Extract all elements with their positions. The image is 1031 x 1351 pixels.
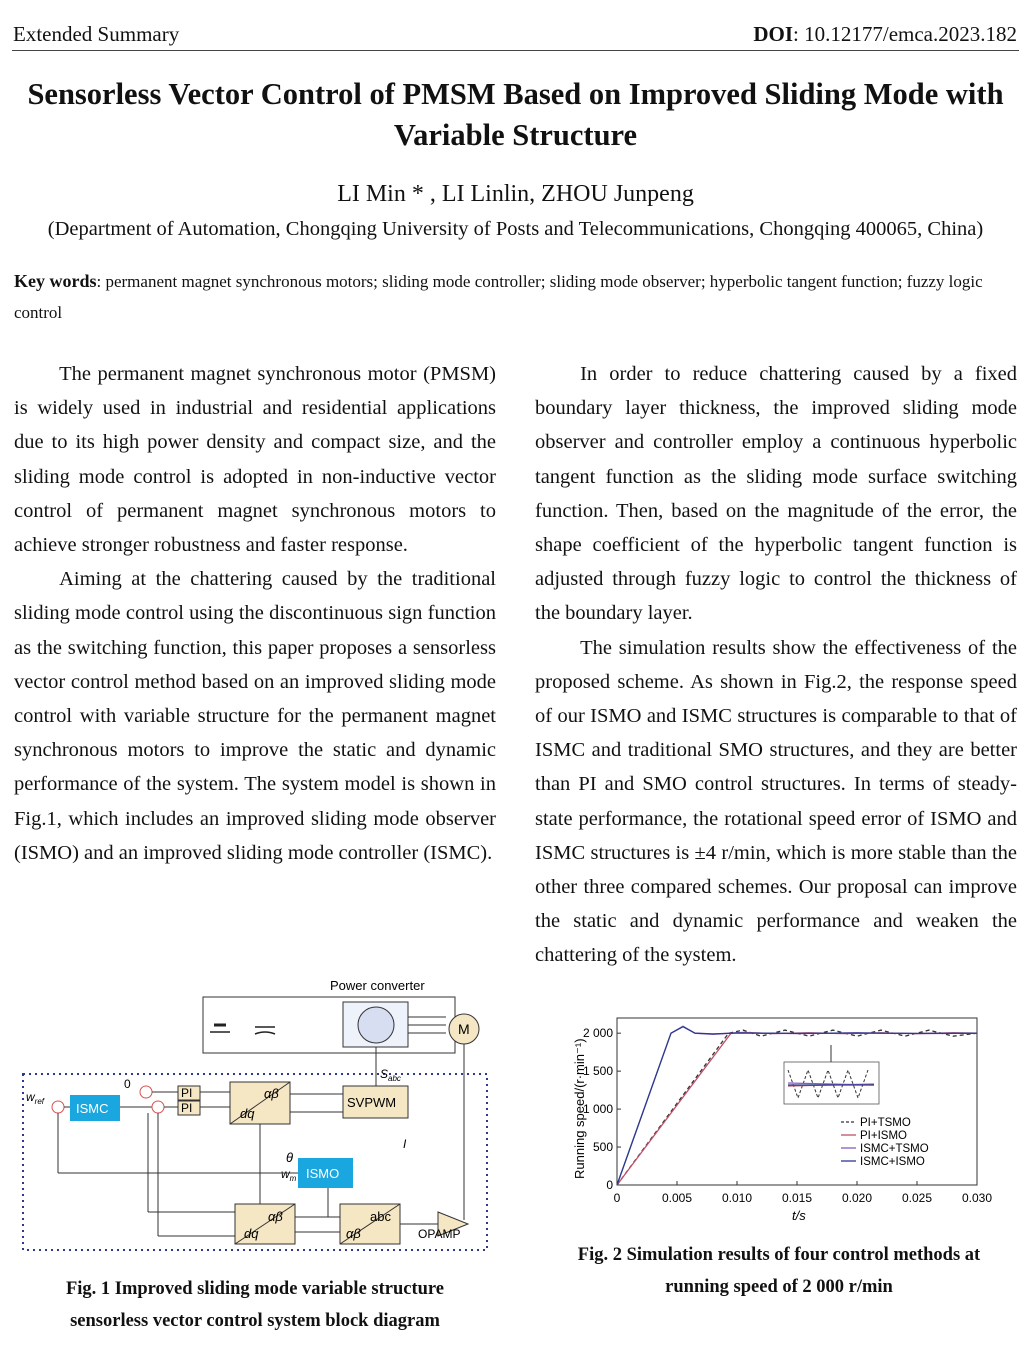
fig2-caption	[540, 1239, 1018, 1303]
abc-label: abc	[370, 1209, 391, 1224]
title-line-1: Sensorless Vector Control of PMSM Based on Improved Sliding Mode with	[27, 77, 1004, 111]
paragraph: The permanent magnet synchronous motor (PMSM) is widely used in industrial and residential applications due to its high power density and compact size, and the sliding mode control is adopted in non-inductive vector control of permanent magnet synchronous motors to achieve stronger robustness and faster response.	[14, 363, 496, 557]
x-tick-label: 0.025	[901, 1191, 933, 1205]
title-line-2: Variable Structure	[393, 118, 638, 152]
y-tick-label: 2 000	[582, 1026, 613, 1041]
mosfet-icon	[358, 1007, 394, 1043]
w-m-symbol: w	[281, 1167, 290, 1181]
x-tick-label: 0.005	[661, 1191, 693, 1205]
paper-title	[10, 74, 1021, 156]
fig1-caption-line-2: sensorless vector control system block diagram	[70, 1311, 440, 1331]
x-tick-label: 0.010	[721, 1191, 753, 1205]
sum-node	[52, 1101, 64, 1113]
id-ref-zero: 0	[124, 1077, 131, 1091]
capacitor-plate	[255, 1032, 275, 1034]
fig2-chart	[556, 1012, 1016, 1227]
opamp-label: OPAMP	[418, 1227, 461, 1241]
keywords-label: Key words	[14, 271, 97, 291]
motor-label: M	[458, 1021, 470, 1037]
legend	[841, 1117, 929, 1168]
s-abc-label	[380, 1067, 401, 1083]
header-rule	[12, 50, 1019, 51]
theta-label: θ	[286, 1150, 294, 1165]
w-ref-symbol: w	[26, 1090, 35, 1104]
y-axis-ticks	[583, 1026, 621, 1192]
y-tick-label: 1 500	[582, 1064, 613, 1079]
y-tick-label: 0	[606, 1178, 613, 1192]
fig2-caption-line-1: Fig. 2 Simulation results of four control methods at	[577, 1245, 981, 1265]
fig1-block-diagram	[18, 972, 496, 1262]
power-converter-label: Power converter	[330, 978, 425, 993]
left-column	[14, 357, 496, 870]
affiliation: (Department of Automation, Chongqing University of Posts and Telecommunications, Chongqing 400065, China)	[47, 218, 984, 240]
phase-currents-label: I	[403, 1137, 407, 1151]
fig1-caption-line-1: Fig. 1 Improved sliding mode variable structure	[65, 1279, 445, 1299]
s-abc-symbol: S	[380, 1067, 389, 1081]
fig2-caption-line-2: running speed of 2 000 r/min	[665, 1277, 893, 1297]
y-tick-label: 500	[592, 1140, 613, 1155]
y-tick-label: 1 000	[582, 1102, 613, 1117]
dq-label: dq	[244, 1226, 259, 1241]
pi-label: PI	[181, 1101, 193, 1115]
alpha-beta-label: αβ	[346, 1226, 361, 1241]
keywords-text: : permanent magnet synchronous motors; sliding mode controller; sliding mode observer; hyperbolic tangent function; fuzzy logic control	[14, 272, 983, 322]
fig1-caption	[14, 1273, 496, 1337]
doi[interactable]	[753, 22, 1017, 47]
paragraph: In order to reduce chattering caused by a fixed boundary layer thickness, the improved sliding mode observer and controller employ a continuous hyperbolic tangent function as the sliding mode surface switching function. Then, based on the magnitude of the error, the shape coefficient of the hyperbolic tangent function is adjusted through fuzzy logic to control the thickness of the boundary layer.	[535, 363, 1017, 625]
legend-label: PI+ISMO	[860, 1130, 907, 1142]
x-tick-label: 0	[613, 1191, 621, 1205]
doi-label: DOI	[753, 22, 794, 46]
sum-node	[140, 1086, 152, 1098]
ismo-label: ISMO	[306, 1166, 340, 1181]
x-tick-label: 0.015	[781, 1191, 813, 1205]
doi-value: : 10.12177/emca.2023.182	[793, 22, 1017, 46]
x-tick-label: 0.020	[841, 1191, 873, 1205]
s-abc-subscript: abc	[388, 1074, 401, 1083]
x-axis-label: t/s	[792, 1208, 806, 1223]
pi-label: PI	[181, 1086, 193, 1100]
ismc-label: ISMC	[76, 1101, 109, 1116]
dq-label: dq	[240, 1106, 255, 1121]
y-axis-label: Running speed/(r·min⁻¹)	[572, 1038, 587, 1179]
right-column	[535, 357, 1017, 973]
w-ref-label	[26, 1090, 45, 1106]
legend-label: PI+TSMO	[860, 1117, 911, 1129]
alpha-beta-label: αβ	[268, 1209, 283, 1224]
legend-label: ISMC+TSMO	[860, 1143, 929, 1155]
authors: LI Min * , LI Linlin, ZHOU Junpeng	[337, 181, 694, 207]
paragraph: The simulation results show the effectiveness of the proposed scheme. As shown in Fig.2, the response speed of our ISMO and ISMC structures is comparable to that of ISMC and traditional SMO structures, and they are better than PI and SMO control structures. In terms of steady-state performance, the rotational speed error of ISMO and ISMC structures is ±4 r/min, which is more stable than the other three compared schemes. Our proposal can improve the static and dynamic performance and weaken the chattering of the system.	[535, 636, 1017, 967]
sum-node	[152, 1101, 164, 1113]
x-tick-label: 0.030	[961, 1191, 993, 1205]
journal-section-label: Extended Summary	[13, 22, 180, 46]
w-m-subscript: m	[289, 1174, 297, 1183]
svpwm-label: SVPWM	[347, 1095, 397, 1110]
keywords	[14, 266, 1019, 328]
alpha-beta-label: αβ	[264, 1086, 279, 1101]
legend-label: ISMC+ISMO	[860, 1156, 925, 1168]
w-m-label	[281, 1167, 297, 1183]
paragraph: Aiming at the chattering caused by the traditional sliding mode control using the discontinuous sign function as the switching function, this paper proposes a sensorless vector control method based on an improved sliding mode control with variable structure for the permanent magnet synchronous motors to improve the static and dynamic performance of the system. The system model is shown in Fig.1, which includes an improved sliding mode observer (ISMO) and an improved sliding mode controller (ISMC).	[14, 568, 496, 864]
w-ref-subscript: ref	[34, 1097, 45, 1106]
